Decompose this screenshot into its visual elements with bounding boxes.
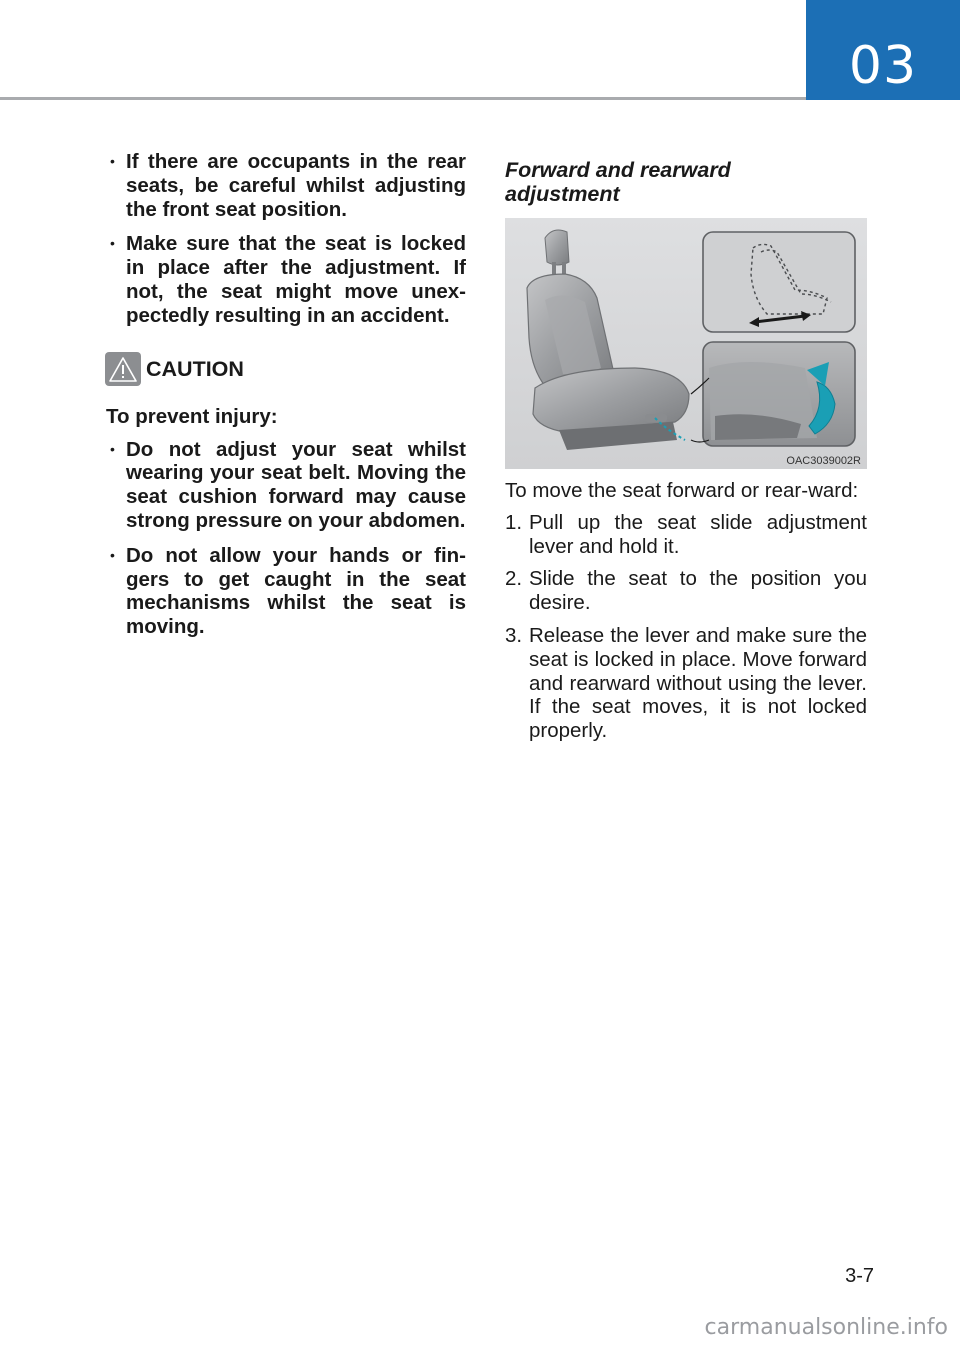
caution-list xyxy=(106,438,466,639)
list-item: • If there are occupants in the rear seats, be careful whilst adjusting the front seat position. xyxy=(106,150,466,221)
step-number: 2. xyxy=(505,567,523,591)
list-item: • Do not adjust your seat whilst wearing your seat belt. Moving the seat cushion forward may cause strong pressure on your abdomen. xyxy=(106,438,466,533)
step-number: 3. xyxy=(505,623,523,647)
list-item xyxy=(505,511,867,559)
page-number: 3-7 xyxy=(845,1265,874,1287)
caution-label: CAUTION xyxy=(146,356,244,381)
heading-line-1: Forward and rearward xyxy=(505,158,731,182)
step-text: Slide the seat to the position you desire. xyxy=(529,567,867,615)
list-item: • Do not allow your hands or fin-gers to get caught in the seat mechanisms whilst the seat is moving. xyxy=(106,544,466,639)
warning-triangle-icon xyxy=(105,352,141,386)
intro-text: To move the seat forward or rear-ward: xyxy=(505,479,859,502)
section-heading xyxy=(505,158,867,206)
warning-list xyxy=(106,150,466,328)
step-text: Pull up the seat slide adjustment lever and hold it. xyxy=(529,510,867,558)
step-text: Release the lever and make sure the seat is locked in place. Move forward and rearward without using the lever. If the seat moves, it is not locked properly. xyxy=(529,623,867,743)
heading-line-2: adjustment xyxy=(505,182,620,206)
chapter-tab xyxy=(806,0,960,100)
seat-illustration xyxy=(505,218,867,469)
caution-header xyxy=(106,352,466,390)
step-number: 1. xyxy=(505,510,523,534)
list-item: • Make sure that the seat is locked in place after the adjustment. If not, the seat might move unex-pectedly resulting in an accident. xyxy=(106,232,466,327)
figure-code: OAC3039002R xyxy=(786,455,861,467)
left-column xyxy=(106,150,466,650)
chapter-number: 03 xyxy=(848,36,918,96)
list-item xyxy=(505,624,867,743)
list-item xyxy=(505,567,867,615)
caution-intro: To prevent injury: xyxy=(106,404,278,428)
right-column xyxy=(505,158,867,752)
header-rule xyxy=(0,97,806,100)
watermark: carmanualsonline.info xyxy=(704,1315,948,1340)
seat-drawing xyxy=(505,218,867,469)
steps-list xyxy=(505,511,867,743)
